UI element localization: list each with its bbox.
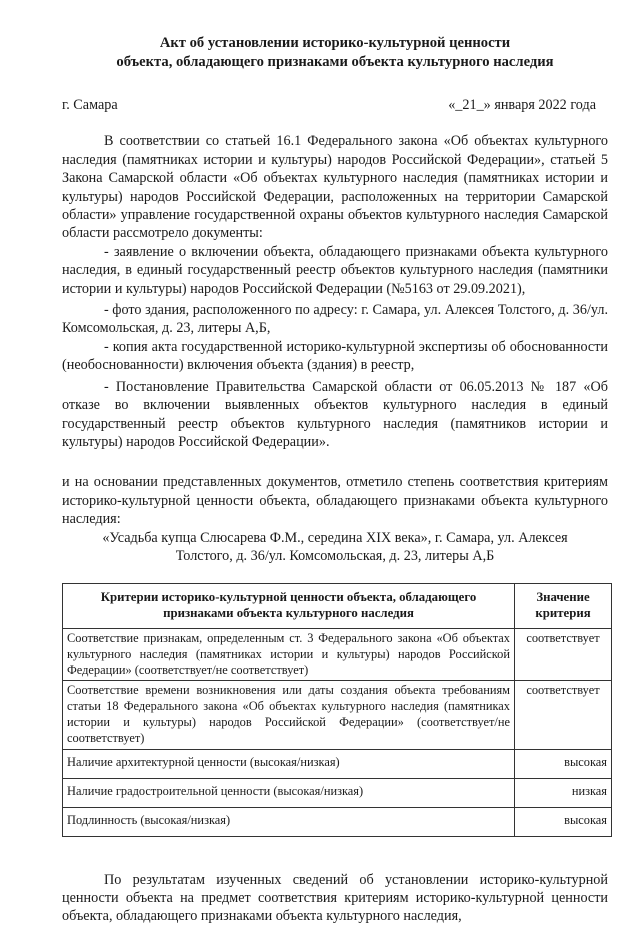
document-item-1: - заявление о включении объекта, обладающего признаками объекта культурного наследия, в единый государственный реестр объектов культурного наследия (памятники истории и культуры) народов Российской Федерации (№5163 от 29.09.2021), xyxy=(62,243,608,297)
object-name-line-1: «Усадьба купца Слюсарева Ф.М., середина XIX века», г. Самара, ул. Алексея xyxy=(102,529,568,546)
value-cell: соответствует xyxy=(515,681,612,749)
city: г. Самара xyxy=(62,97,118,113)
document-item-2: - фото здания, расположенного по адресу: г. Самара, ул. Алексея Толстого, д. 36/ул. Комсомольская, д. 23, литеры А,Б, xyxy=(62,302,608,337)
header-value: Значение критерия xyxy=(515,584,612,629)
header-criteria: Критерии историко-культурной ценности объекта, обладающего признаками объекта культурного наследия xyxy=(63,584,515,629)
criteria-table xyxy=(62,583,612,836)
object-name xyxy=(62,529,608,566)
criterion-cell: Соответствие признакам, определенным ст. 3 Федерального закона «Об объектах культурного наследия (памятниках истории и культуры) народов Российской Федерации» (соответствует/не соответствует) xyxy=(63,628,515,680)
criterion-cell: Наличие градостроительной ценности (высокая/низкая) xyxy=(63,778,515,807)
value-cell: соответствует xyxy=(515,628,612,680)
act-date: «_21_» января 2022 года xyxy=(448,97,596,113)
criterion-cell: Соответствие времени возникновения или даты создания объекта требованиям статьи 18 Федерального закона «Об объектах культурного наследия (памятниках истории и культуры) народов Российской Федерации» (соответствует/не соответствует) xyxy=(63,681,515,749)
document-item-4: - Постановление Правительства Самарской области от 06.05.2013 № 187 «Об отказе во включении выявленных объектов культурного наследия в единый государственный реестр объектов культурного наследия (памятников истории и культуры) народов Российской Федерации». xyxy=(62,378,608,450)
table-row xyxy=(63,749,612,778)
value-cell: высокая xyxy=(515,749,612,778)
table-row xyxy=(63,628,612,680)
table-header-row xyxy=(63,584,612,629)
intro-paragraph: В соответствии со статьей 16.1 Федерального закона «Об объектах культурного наследия (памятниках истории и культуры) народов Российской Федерации», статьей 5 Закона Самарской области «Об объектах культурного наследия (памятниках истории и культуры) народов Российской Федерации, расположенных на территории Самарской области» управление государственной охраны объектов культурного наследия Самарской области рассмотрело документы: xyxy=(62,133,608,242)
value-cell: высокая xyxy=(515,807,612,836)
value-cell: низкая xyxy=(515,778,612,807)
table-row xyxy=(63,681,612,749)
basis-paragraph: и на основании представленных документов, отметило степень соответствия критериям историко-культурной ценности объекта, обладающего признаками объекта культурного наследия: xyxy=(62,474,608,528)
conclusion-paragraph: По результатам изученных сведений об установлении историко-культурной ценности объекта на предмет соответствия критериям историко-культурной ценности объекта, обладающего признаками объекта культурного наследия, xyxy=(62,871,608,925)
criterion-cell: Подлинность (высокая/низкая) xyxy=(63,807,515,836)
table-row xyxy=(63,807,612,836)
title-line-1: Акт об установлении историко-культурной ценности xyxy=(159,35,511,51)
table-row xyxy=(63,778,612,807)
document-title xyxy=(62,34,608,72)
criterion-cell: Наличие архитектурной ценности (высокая/низкая) xyxy=(63,749,515,778)
title-line-2: объекта, обладающего признаками объекта культурного наследия xyxy=(116,54,554,70)
object-name-line-2: Толстого, д. 36/ул. Комсомольская, д. 23, литеры А,Б xyxy=(175,547,495,564)
document-item-3: - копия акта государственной историко-культурной экспертизы об обоснованности (необоснованности) включения объекта (здания) в реестр, xyxy=(62,338,608,374)
place-date-row xyxy=(62,96,608,114)
